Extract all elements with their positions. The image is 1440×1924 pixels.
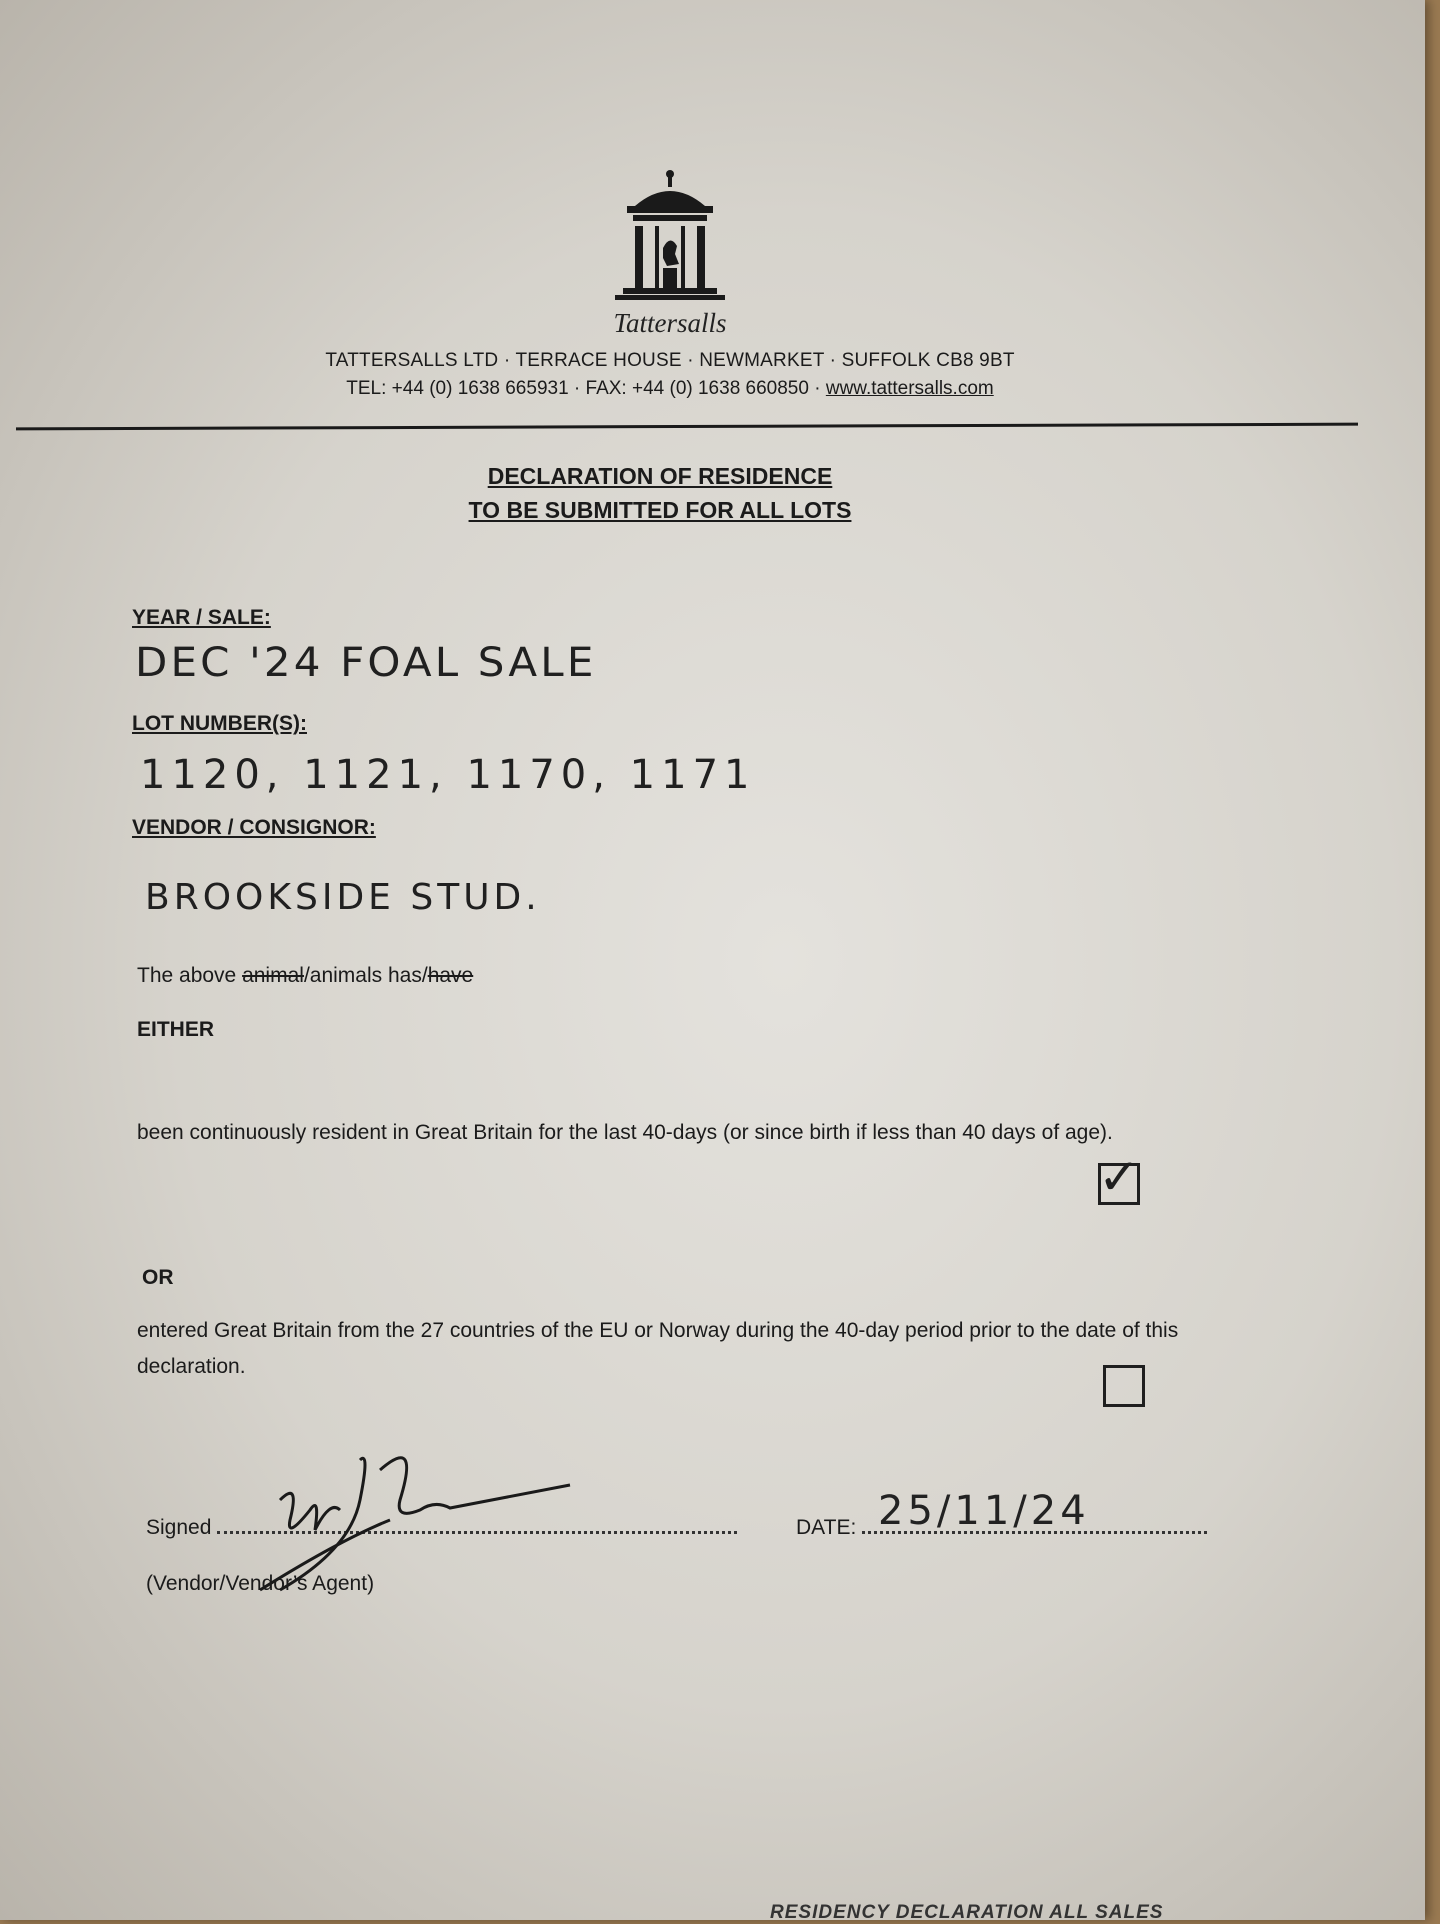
option-2-checkbox[interactable]	[1103, 1365, 1145, 1407]
lot-numbers-value: 1120, 1121, 1170, 1171	[140, 752, 756, 798]
either-label: EITHER	[137, 1018, 215, 1041]
struck-have: have	[427, 964, 474, 987]
company-address: TATTERSALLS LTD · TERRACE HOUSE · NEWMARKET · SUFFOLK CB8 9BT	[325, 350, 1015, 371]
statement-prefix: The above	[137, 964, 243, 987]
website-link[interactable]: www.tattersalls.com	[825, 378, 994, 399]
date-label: DATE:	[796, 1516, 857, 1539]
contact-line	[240, 378, 1100, 400]
vendor-label: VENDOR / CONSIGNOR:	[132, 816, 376, 839]
year-sale-label: YEAR / SALE:	[132, 606, 271, 629]
form-title	[300, 459, 1020, 527]
option-2-text: entered Great Britain from the 27 countries of the EU or Norway during the 40-day period prior to the date of this declaration.	[137, 1319, 1179, 1378]
statement-intro	[137, 958, 473, 994]
or-label: OR	[142, 1266, 174, 1289]
tel-fax-text: TEL: +44 (0) 1638 665931 · FAX: +44 (0) 1638 660850 ·	[346, 378, 821, 399]
form-title-line-2: TO BE SUBMITTED FOR ALL LOTS	[468, 497, 852, 523]
header-divider	[16, 423, 1358, 431]
lot-numbers-label: LOT NUMBER(S):	[132, 712, 307, 735]
date-value: 25/11/24	[878, 1488, 1090, 1534]
year-sale-value: DEC '24 FOAL SALE	[135, 640, 597, 686]
option-1-text: been continuously resident in Great Britain for the last 40-days (or since birth if less than 40 days of age).	[137, 1121, 1113, 1144]
form-title-line-1: DECLARATION OF RESIDENCE	[487, 463, 833, 489]
signer-role: (Vendor/Vendor’s Agent)	[146, 1572, 375, 1595]
signed-label: Signed	[146, 1516, 212, 1539]
tattersalls-rotunda-logo	[605, 168, 735, 308]
statement-middle: /animals has/	[303, 964, 428, 987]
footer-form-name: RESIDENCY DECLARATION ALL SALES	[770, 1902, 1164, 1923]
checkmark-icon: ✓	[1098, 1149, 1140, 1205]
vendor-value: BROOKSIDE STUD.	[145, 877, 541, 918]
struck-animal: animal	[242, 964, 304, 987]
brand-name: Tattersalls	[613, 308, 727, 338]
